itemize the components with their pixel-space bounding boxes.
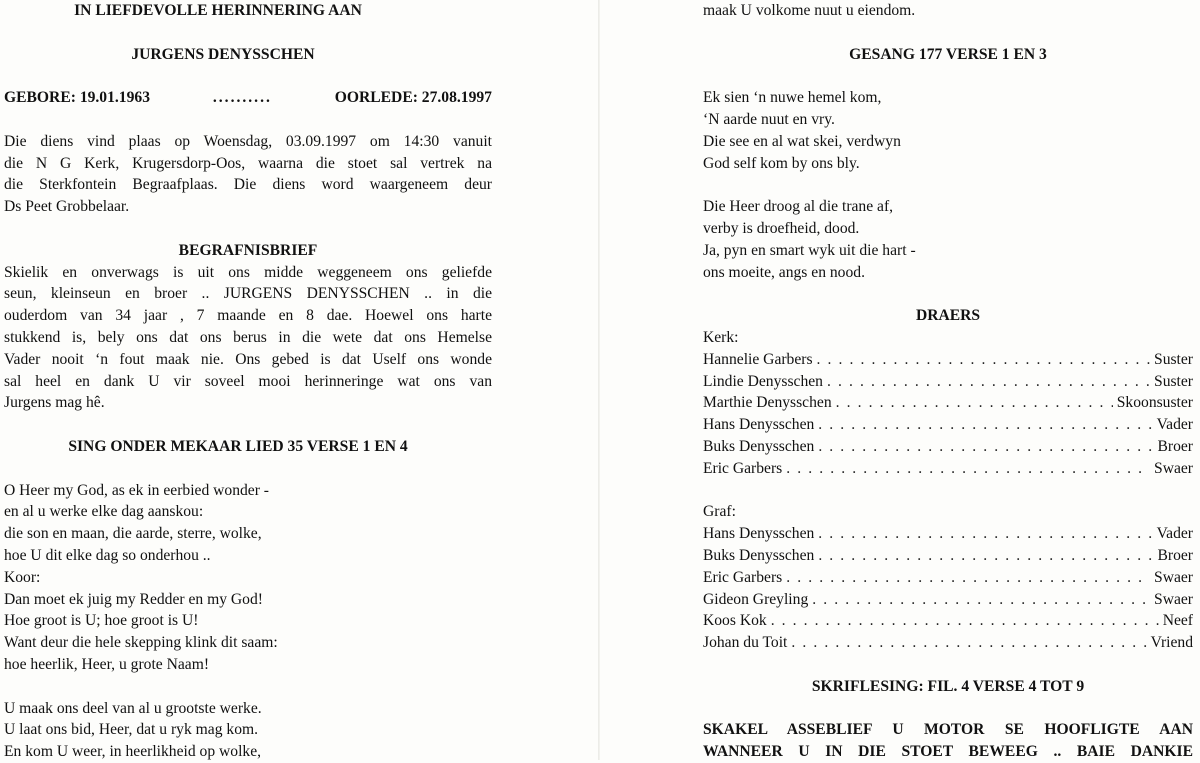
bearer-relation: Suster [1154, 350, 1193, 368]
bearer-row [703, 349, 1193, 371]
memorial-title: IN LIEFDEVOLLE HERINNERING AAN [74, 2, 362, 19]
song-line: Dan moet ek juig my Redder en my God! [4, 590, 263, 608]
letter-line: Vader nooit ‘n fout maak nie. Ons gebed is dat Uself ons wonde [4, 350, 492, 368]
bearer-relation: Vader [1156, 416, 1193, 434]
bearer-name: Hans Denysschen [703, 525, 815, 543]
bearer-relation: Swaer [1154, 459, 1193, 477]
hymn-line: Ja, pyn en smart wyk uit die hart - [703, 241, 916, 259]
grave-label: Graf: [703, 503, 736, 521]
bearer-row [703, 414, 1193, 436]
bearer-relation: Vriend [1150, 634, 1193, 652]
song-line: U laat ons bid, Heer, dat u ryk mag kom. [4, 721, 259, 739]
bearer-name: Buks Denysschen [703, 546, 815, 564]
service-line: die N G Kerk, Krugersdorp-Oos, waarna die stoet sal vertrek na [4, 154, 492, 172]
hymn-line: Ek sien ‘n nuwe hemel kom, [703, 89, 882, 107]
hymn-line: ons moeite, angs en nood. [703, 263, 865, 281]
bearer-relation: Vader [1156, 525, 1193, 543]
song-line: En kom U weer, in heerlikheid op wolke, [4, 743, 262, 761]
grave-bearers-list [703, 523, 1193, 654]
letter-line: seun, kleinseun en broer .. JURGENS DENYSSCHEN .. in die [4, 285, 492, 303]
bearer-row [703, 392, 1193, 414]
song-verse-4 [4, 698, 492, 763]
left-column [4, 0, 492, 763]
hymn-verse-3 [703, 196, 1193, 283]
bearer-relation: Neef [1162, 612, 1193, 630]
letter-line: Skielik en onverwags is uit ons midde weggeneem ons geliefde [4, 263, 492, 281]
bearer-row [703, 436, 1193, 458]
letter-line: ouderdom van 34 jaar , 7 maande en 8 dae. Hoewel ons harte [4, 307, 492, 325]
bearer-name: Hannelie Garbers [703, 350, 813, 368]
song-line: Koor: [4, 568, 41, 586]
bearer-row [703, 458, 1193, 480]
bearer-relation: Swaer [1154, 568, 1193, 586]
bearer-name: Marthie Denysschen [703, 394, 832, 412]
bearer-row [703, 567, 1193, 589]
song-line: U maak ons deel van al u grootste werke. [4, 699, 262, 717]
hymn-line: Die Heer droog al die trane af, [703, 198, 894, 216]
bearer-name: Buks Denysschen [703, 437, 815, 455]
song-heading: SING ONDER MEKAAR LIED 35 VERSE 1 EN 4 [68, 437, 408, 455]
bearer-name: Johan du Toit [703, 634, 788, 652]
song-verse-1 [4, 480, 492, 676]
bearer-relation: Suster [1154, 372, 1193, 390]
letter-paragraph [4, 262, 492, 415]
hymn-line: verby is droefheid, dood. [703, 219, 860, 237]
song-line: Want deur die hele skepping klink dit saam: [4, 634, 278, 652]
letter-heading: BEGRAFNISBRIEF [178, 241, 318, 259]
service-line: Die diens vind plaas op Woensdag, 03.09.1997 om 14:30 vanuit [4, 132, 492, 150]
hymn-heading: GESANG 177 VERSE 1 EN 3 [849, 45, 1047, 63]
bearer-relation: Skoonsuster [1116, 394, 1193, 412]
song-line: O Heer my God, as ek in eerbied wonder - [4, 481, 270, 499]
bearer-relation: Swaer [1154, 590, 1193, 608]
song-line: en al u werke elke dag aanskou: [4, 503, 204, 521]
bearer-name: Eric Garbers [703, 568, 783, 586]
song-line: hoe U dit elke dag so onderhou .. [4, 546, 211, 564]
bearer-name: Hans Denysschen [703, 416, 815, 434]
bearer-name: Gideon Greyling [703, 590, 809, 608]
hymn-line: Die see en al wat skei, verdwyn [703, 132, 901, 150]
bearer-name: Lindie Denysschen [703, 372, 823, 390]
church-bearers-list [703, 349, 1193, 480]
service-line: Ds Peet Grobbelaar. [4, 198, 130, 216]
service-line: die Sterkfontein Begraafplaas. Die diens word waargeneem deur [4, 176, 492, 194]
bearer-name: Koos Kok [703, 612, 767, 630]
song-line: die son en maan, die aarde, sterre, wolke, [4, 525, 262, 543]
scripture-reading: SKRIFLESING: FIL. 4 VERSE 4 TOT 9 [811, 677, 1085, 695]
birth-date: GEBORE: 19.01.1963 [4, 89, 150, 107]
church-label: Kerk: [703, 328, 739, 346]
song-line: Hoe groot is U; hoe groot is U! [4, 612, 199, 630]
bearer-row [703, 589, 1193, 611]
date-separator: .......... [212, 89, 272, 107]
bearer-row [703, 545, 1193, 567]
service-paragraph [4, 131, 492, 218]
bearer-row [703, 632, 1193, 654]
deceased-name: JURGENS DENYSSCHEN [131, 45, 315, 63]
hymn-verse-1 [703, 87, 1193, 174]
letter-line: Jurgens mag hê. [4, 394, 105, 412]
bearer-name: Eric Garbers [703, 459, 783, 477]
bearer-row [703, 523, 1193, 545]
headlights-notice: SKAKEL ASSEBLIEF U MOTOR SE HOOFLIGTE AAN [703, 721, 1193, 739]
hymn-line: ‘N aarde nuut en vry. [703, 110, 835, 128]
song-line: hoe heerlik, Heer, u grote Naam! [4, 655, 210, 673]
hymn-continuation: maak U volkome nuut u eiendom. [703, 2, 916, 19]
bearers-heading: DRAERS [915, 307, 981, 325]
page-fold [598, 0, 600, 760]
death-date: OORLEDE: 27.08.1997 [334, 89, 492, 107]
dates-line [4, 87, 492, 109]
bearer-relation: Broer [1157, 546, 1193, 564]
letter-line: sal heel en dank U vir soveel mooi herinneringe wat ons van [4, 372, 492, 390]
right-column [703, 0, 1193, 763]
bearer-relation: Broer [1157, 437, 1193, 455]
bearer-row [703, 610, 1193, 632]
letter-line: stukkend is, bely ons dat ons berus in die wete dat ons Hemelse [4, 328, 492, 346]
headlights-notice: WANNEER U IN DIE STOET BEWEEG .. BAIE DANKIE [703, 743, 1193, 761]
hymn-line: God self kom by ons bly. [703, 154, 860, 172]
bearer-row [703, 371, 1193, 393]
